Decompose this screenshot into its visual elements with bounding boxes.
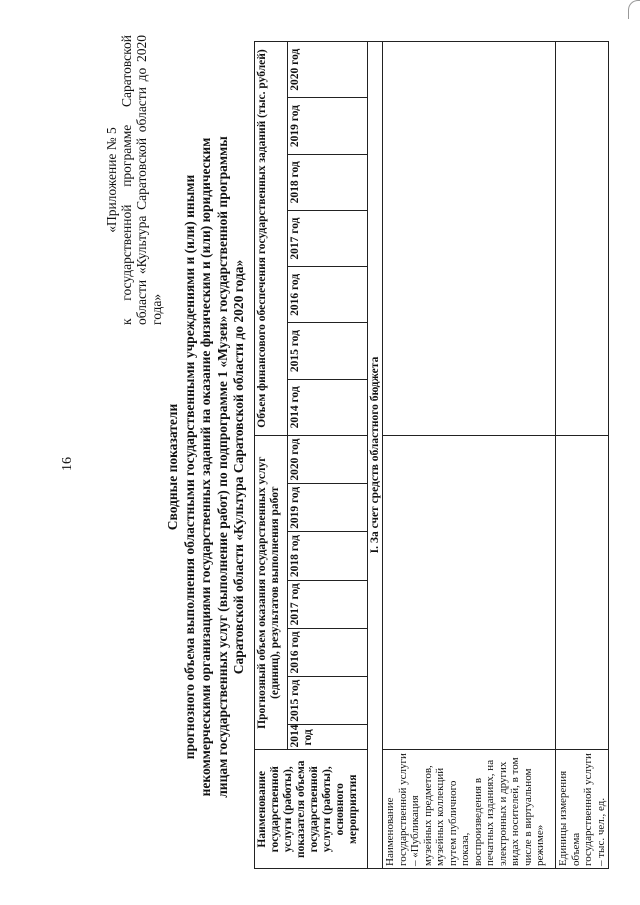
year-header: 2018 год bbox=[288, 154, 368, 210]
year-header: 2014 год bbox=[288, 379, 368, 435]
year-header: 2014 год bbox=[288, 725, 368, 750]
heading-title: Сводные показатели bbox=[165, 403, 180, 531]
col-name-header: Наименование государственной услуги (работы), показателя объема государственной услуги (работы), основного мероприятия bbox=[255, 750, 368, 869]
empty-cell bbox=[383, 436, 556, 750]
section-title: I. За счет средств областного бюджета bbox=[368, 42, 383, 869]
appendix-note bbox=[104, 35, 164, 325]
year-header: 2019 год bbox=[288, 98, 368, 154]
heading-line-2: некоммерческими организациями государственных заданий на оказание физическим и (или) юридическим bbox=[198, 137, 213, 797]
year-header: 2019 год bbox=[288, 484, 368, 532]
appendix-title: «Приложение № 5 bbox=[104, 127, 119, 233]
appendix-text: к государственной программе Саратовской области «Культура Саратовской области до 2020 года» bbox=[119, 35, 164, 325]
year-header: 2020 год bbox=[288, 436, 368, 484]
heading-line-1: прогнозного объема выполнения областными государственными учреждениями и (или) иными bbox=[181, 174, 197, 760]
header-row-years bbox=[288, 42, 368, 869]
group-volume-header: Прогнозный объем оказания государственных услуг (единиц), результатов выполнения работ bbox=[255, 436, 288, 750]
year-header: 2018 год bbox=[288, 532, 368, 580]
year-header: 2017 год bbox=[288, 210, 368, 266]
year-header: 2015 год bbox=[288, 323, 368, 379]
document-heading bbox=[165, 57, 248, 877]
year-header: 2017 год bbox=[288, 580, 368, 628]
page-corner-mark bbox=[628, 0, 640, 19]
indicators-table bbox=[254, 41, 609, 869]
group-finance-header: Объем финансового обеспечения государственных заданий (тыс. рублей) bbox=[255, 42, 288, 436]
year-header: 2016 год bbox=[288, 628, 368, 676]
year-header: 2016 год bbox=[288, 267, 368, 323]
table-row bbox=[383, 42, 556, 869]
section-row bbox=[368, 42, 383, 869]
heading-line-3: лицам государственных услуг (выполнение работ) по подпрограмме 1 «Музеи» государственной программы bbox=[214, 136, 230, 798]
year-header: 2020 год bbox=[288, 42, 368, 98]
page-number: 16 bbox=[60, 457, 75, 471]
table-row bbox=[556, 42, 609, 869]
row-name: Единицы измерения объема государственной услуги – тыс. чел., ед. bbox=[556, 750, 609, 869]
header-row-groups bbox=[255, 42, 288, 869]
empty-cell bbox=[556, 436, 609, 750]
empty-cell bbox=[556, 42, 609, 436]
row-name: Наименование государственной услуги – «Публикация музейных предметов, музейных коллекций путем публичного показа, воспроизведения в печатных изданиях, на электронных и других видах носителей, в том числе в виртуальном режиме» bbox=[383, 750, 556, 869]
year-header: 2015 год bbox=[288, 677, 368, 725]
heading-line-4: Саратовской области «Культура Саратовской области до 2020 года» bbox=[231, 259, 246, 675]
empty-cell bbox=[383, 42, 556, 436]
